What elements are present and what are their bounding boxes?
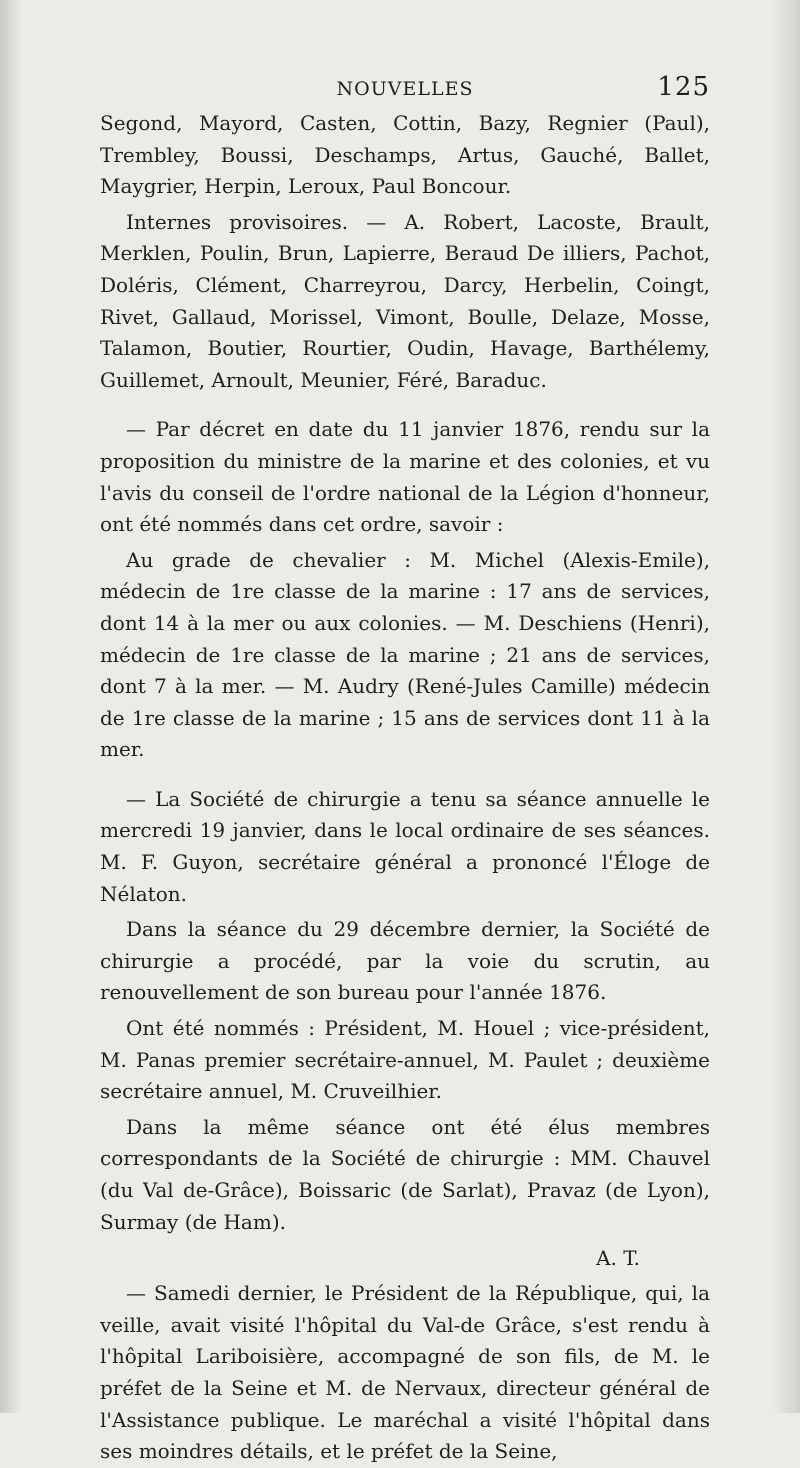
page-edge-shadow-left <box>0 0 22 1413</box>
paragraph-societe-chirurgie-annual: — La Société de chirurgie a tenu sa séance annuelle le mercredi 19 janvier, dans le local ordinaire de ses séances. M. F. Guyon, secrétaire général a prononcé l'Éloge de Nélaton. <box>100 786 710 906</box>
paragraph-intern-list-continued: Segond, Mayord, Casten, Cottin, Bazy, Regnier (Paul), Trembley, Boussi, Deschamps, Artus, Gauché, Ballet, Maygrier, Herpin, Leroux, Paul Boncour. <box>100 111 710 199</box>
paragraph-president-visit: — Samedi dernier, le Président de la République, qui, la veille, avait visité l'hôpital du Val-de Grâce, s'est rendu à l'hôpital Lariboisière, accompagné de son fils, de M. le préfet de la Seine et M. de Nervaux, directeur général de l'Assistance publique. Le maréchal a visité l'hôpital dans ses moindres détails, et le préfet de la Seine, <box>100 1281 710 1464</box>
paragraph-correspondents-elected: Dans la même séance ont été élus membres correspondants de la Société de chirurgie : MM. Chauvel (du Val de-Grâce), Boissaric (de Sarlat), Pravaz (de Lyon), Surmay (de Ham). <box>100 1114 710 1234</box>
page-edge-shadow-right <box>772 0 800 1413</box>
paragraph-chevalier-grade: Au grade de chevalier : M. Michel (Alexis-Emile), médecin de 1re classe de la marine : 17 ans de services, dont 14 à la mer ou aux colonies. — M. Deschiens (Henri), médecin de 1re classe de la marine ; 21 ans de services, dont 7 à la mer. — M. Audry (René-Jules Camille) médecin de 1re classe de la marine ; 15 ans de services dont 11 à la mer. <box>100 547 710 762</box>
body-text <box>100 108 710 1468</box>
paragraph-officers-named: Ont été nommés : Président, M. Houel ; vice-président, M. Panas premier secrétaire-annuel, M. Paulet ; deuxième secrétaire annuel, M. Cruveilhier. <box>100 1016 710 1104</box>
running-head <box>100 72 710 108</box>
paragraph-bureau-renewal: Dans la séance du 29 décembre dernier, la Société de chirurgie a procédé, par la voie du scrutin, au renouvellement de son bureau pour l'année 1876. <box>100 917 710 1005</box>
paragraph-provisional-interns: Internes provisoires. — A. Robert, Lacoste, Brault, Merklen, Poulin, Brun, Lapierre, Beraud De illiers, Pachot, Doléris, Clément, Charreyrou, Darcy, Herbelin, Coingt, Rivet, Gallaud, Morissel, Vimont, Boulle, Delaze, Mosse, Talamon, Boutier, Rourtier, Oudin, Havage, Barthélemy, Guillemet, Arnoult, Meunier, Féré, Baraduc. <box>100 209 710 392</box>
signature-initials: A. T. <box>596 1246 640 1271</box>
running-title: NOUVELLES <box>336 78 474 100</box>
paragraph-legion-honneur-decree: — Par décret en date du 11 janvier 1876, rendu sur la proposition du ministre de la marine et des colonies, et vu l'avis du conseil de l'ordre national de la Légion d'honneur, ont été nommés dans cet ordre, savoir : <box>100 417 710 537</box>
page-number: 125 <box>657 72 710 102</box>
